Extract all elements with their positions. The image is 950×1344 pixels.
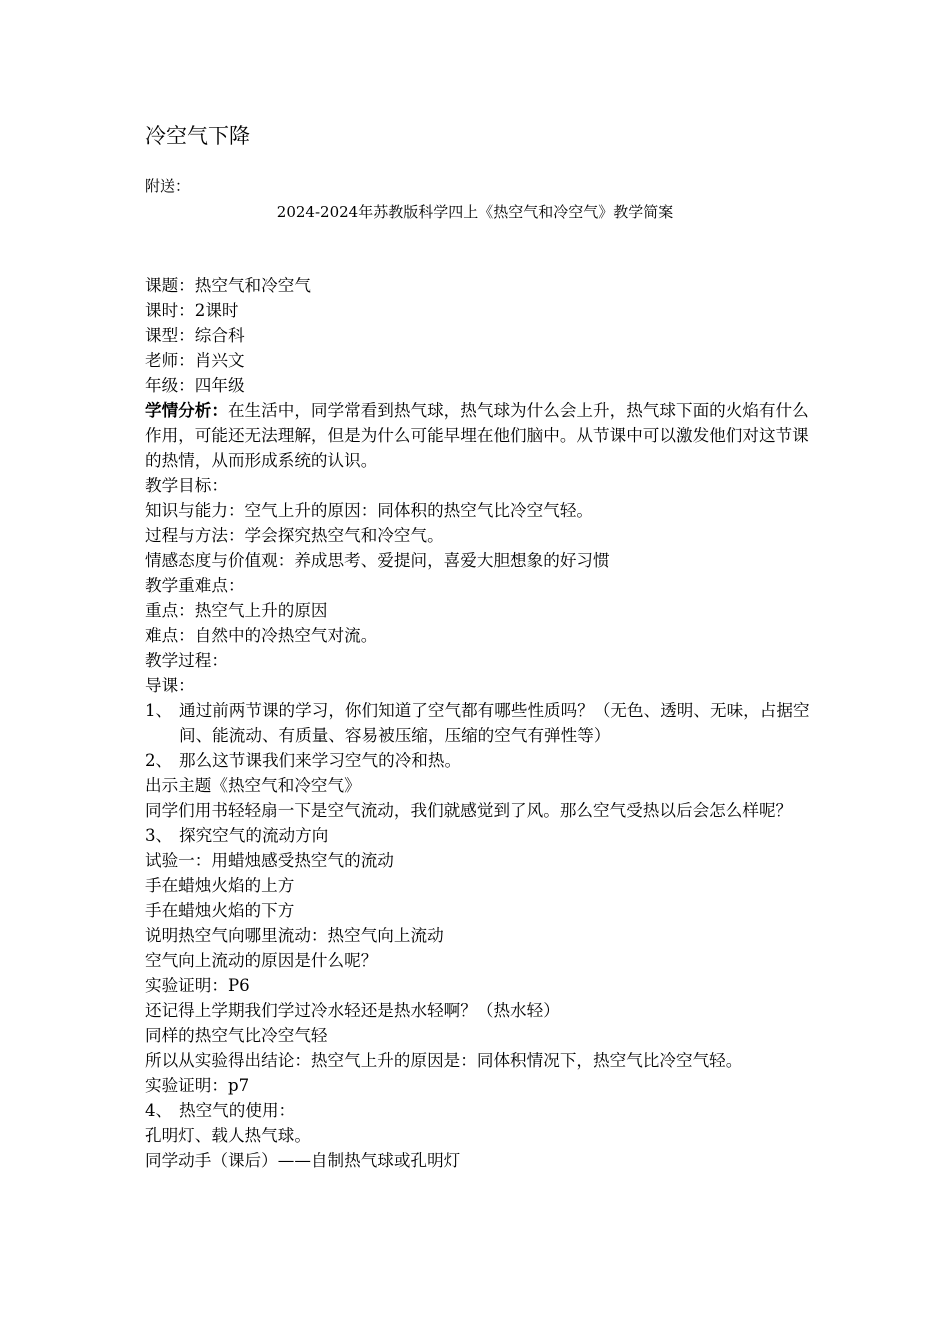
difficult-point: 难点：自然中的冷热空气对流。 — [145, 626, 378, 645]
key-points-heading: 教学重难点： — [145, 576, 245, 595]
step-3 — [145, 823, 810, 848]
info-topic: 课题：热空气和冷空气 — [145, 276, 311, 295]
student-analysis-label: 学情分析： — [145, 400, 228, 420]
hand-above: 手在蜡烛火焰的上方 — [145, 876, 295, 895]
lantern-balloon: 孔明灯、载人热气球。 — [145, 1126, 311, 1145]
goal-process: 过程与方法：学会探究热空气和冷空气。 — [145, 526, 444, 545]
flow-reason-question: 空气向上流动的原因是什么呢？ — [145, 951, 378, 970]
info-grade: 年级：四年级 — [145, 376, 245, 395]
step-2 — [145, 748, 810, 773]
student-analysis-text: 在生活中，同学常看到热气球，热气球为什么会上升，热气球下面的火焰有什么作用，可能还无法理解，但是为什么可能早埋在他们脑中。从节课中可以激发他们对这节课的热情，从而形成系统的认识。 — [145, 401, 809, 470]
process-heading: 教学过程： — [145, 651, 228, 670]
step-3-text: 探究空气的流动方向 — [179, 826, 329, 845]
lesson-plan-title: 2024-2024年苏教版科学四上《热空气和冷空气》教学简案 — [276, 203, 674, 221]
hand-below: 手在蜡烛火焰的下方 — [145, 901, 295, 920]
flow-direction: 说明热空气向哪里流动：热空气向上流动 — [145, 926, 444, 945]
air-lighter: 同样的热空气比冷空气轻 — [145, 1026, 328, 1045]
water-question: 还记得上学期我们学过冷水轻还是热水轻啊？（热水轻） — [145, 1001, 560, 1020]
info-teacher: 老师：肖兴文 — [145, 351, 245, 370]
intro-heading: 导课： — [145, 676, 195, 695]
step-4-text: 热空气的使用： — [179, 1101, 296, 1120]
student-analysis — [145, 398, 810, 473]
info-type: 课型：综合科 — [145, 326, 245, 345]
info-hours: 课时：2课时 — [145, 301, 239, 320]
document-heading: 冷空气下降 — [145, 124, 250, 148]
lesson-body — [145, 273, 810, 1173]
step-1 — [145, 698, 810, 748]
step-1-text: 通过前两节课的学习，你们知道了空气都有哪些性质吗？（无色、透明、无味，占据空间、能流动、有质量、容易被压缩，压缩的空气有弹性等） — [179, 701, 810, 745]
proof-p6: 实验证明：P6 — [145, 976, 250, 995]
homework: 同学动手（课后）——自制热气球或孔明灯 — [145, 1151, 461, 1170]
experiment-1: 试验一：用蜡烛感受热空气的流动 — [145, 851, 394, 870]
appendix-note: 附送： — [145, 177, 191, 195]
goal-knowledge: 知识与能力：空气上升的原因：同体积的热空气比冷空气轻。 — [145, 501, 594, 520]
step-2-number: 2、 — [145, 751, 173, 770]
goals-heading: 教学目标： — [145, 476, 228, 495]
goal-attitude: 情感态度与价值观：养成思考、爱提问，喜爱大胆想象的好习惯 — [145, 551, 610, 570]
show-topic: 出示主题《热空气和冷空气》 — [145, 776, 361, 795]
proof-p7: 实验证明：p7 — [145, 1076, 250, 1095]
step-4 — [145, 1098, 810, 1123]
step-1-number: 1、 — [145, 701, 173, 720]
conclusion: 所以从实验得出结论：热空气上升的原因是：同体积情况下，热空气比冷空气轻。 — [145, 1051, 743, 1070]
step-2-text: 那么这节课我们来学习空气的冷和热。 — [179, 751, 462, 770]
step-3-number: 3、 — [145, 826, 173, 845]
fan-paragraph: 同学们用书轻轻扇一下是空气流动，我们就感觉到了风。那么空气受热以后会怎么样呢？ — [145, 801, 793, 820]
key-point: 重点：热空气上升的原因 — [145, 601, 328, 620]
step-4-number: 4、 — [145, 1101, 173, 1120]
